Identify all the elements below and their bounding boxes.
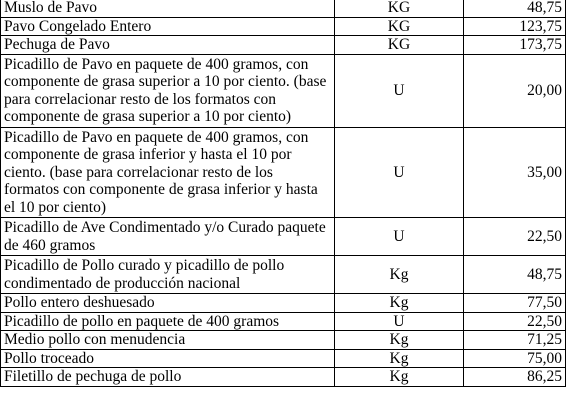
unit-cell: U <box>335 312 464 331</box>
price-cell: 71,25 <box>464 331 566 350</box>
unit-cell: KG <box>335 36 464 55</box>
table-row <box>1 312 566 331</box>
table-row <box>1 294 566 313</box>
unit-cell: KG <box>335 17 464 36</box>
price-cell: 22,50 <box>464 218 566 256</box>
unit-cell: Kg <box>335 294 464 313</box>
unit-cell: Kg <box>335 331 464 350</box>
product-cell: Pollo troceado <box>1 349 335 368</box>
unit-cell: U <box>335 54 464 127</box>
table-row <box>1 256 566 294</box>
price-cell: 35,00 <box>464 127 566 218</box>
table-row <box>1 17 566 36</box>
product-cell: Pollo entero deshuesado <box>1 294 335 313</box>
price-cell: 123,75 <box>464 17 566 36</box>
table-row <box>1 331 566 350</box>
product-cell: Picadillo de Pavo en paquete de 400 gramos, con componente de grasa superior a 10 por ciento. (base para correlacionar resto de los formatos con componente de grasa superior a 10 por ciento) <box>1 54 335 127</box>
unit-cell: Kg <box>335 256 464 294</box>
price-cell: 48,75 <box>464 256 566 294</box>
product-cell: Medio pollo con menudencia <box>1 331 335 350</box>
unit-cell: KG <box>335 0 464 17</box>
product-cell: Filetillo de pechuga de pollo <box>1 368 335 387</box>
price-cell: 20,00 <box>464 54 566 127</box>
unit-cell: Kg <box>335 349 464 368</box>
table-row <box>1 368 566 387</box>
table-row <box>1 127 566 218</box>
product-cell: Picadillo de Pavo en paquete de 400 gramos, con componente de grasa inferior y hasta el 10 por ciento. (base para correlacionar resto de los formatos con componente de grasa inferior y hasta el 10 por ciento) <box>1 127 335 218</box>
price-cell: 86,25 <box>464 368 566 387</box>
product-cell: Picadillo de Pollo curado y picadillo de pollo condimentado de producción nacional <box>1 256 335 294</box>
product-cell: Picadillo de Ave Condimentado y/o Curado paquete de 460 gramos <box>1 218 335 256</box>
product-cell: Pechuga de Pavo <box>1 36 335 55</box>
table-row <box>1 54 566 127</box>
product-cell: Muslo de Pavo <box>1 0 335 17</box>
price-cell: 22,50 <box>464 312 566 331</box>
table-row <box>1 36 566 55</box>
unit-cell: U <box>335 127 464 218</box>
table-row <box>1 218 566 256</box>
product-cell: Pavo Congelado Entero <box>1 17 335 36</box>
table-row <box>1 0 566 17</box>
unit-cell: Kg <box>335 368 464 387</box>
product-cell: Picadillo de pollo en paquete de 400 gramos <box>1 312 335 331</box>
table-row <box>1 349 566 368</box>
price-cell: 48,75 <box>464 0 566 17</box>
price-cell: 75,00 <box>464 349 566 368</box>
price-cell: 173,75 <box>464 36 566 55</box>
price-cell: 77,50 <box>464 294 566 313</box>
unit-cell: U <box>335 218 464 256</box>
